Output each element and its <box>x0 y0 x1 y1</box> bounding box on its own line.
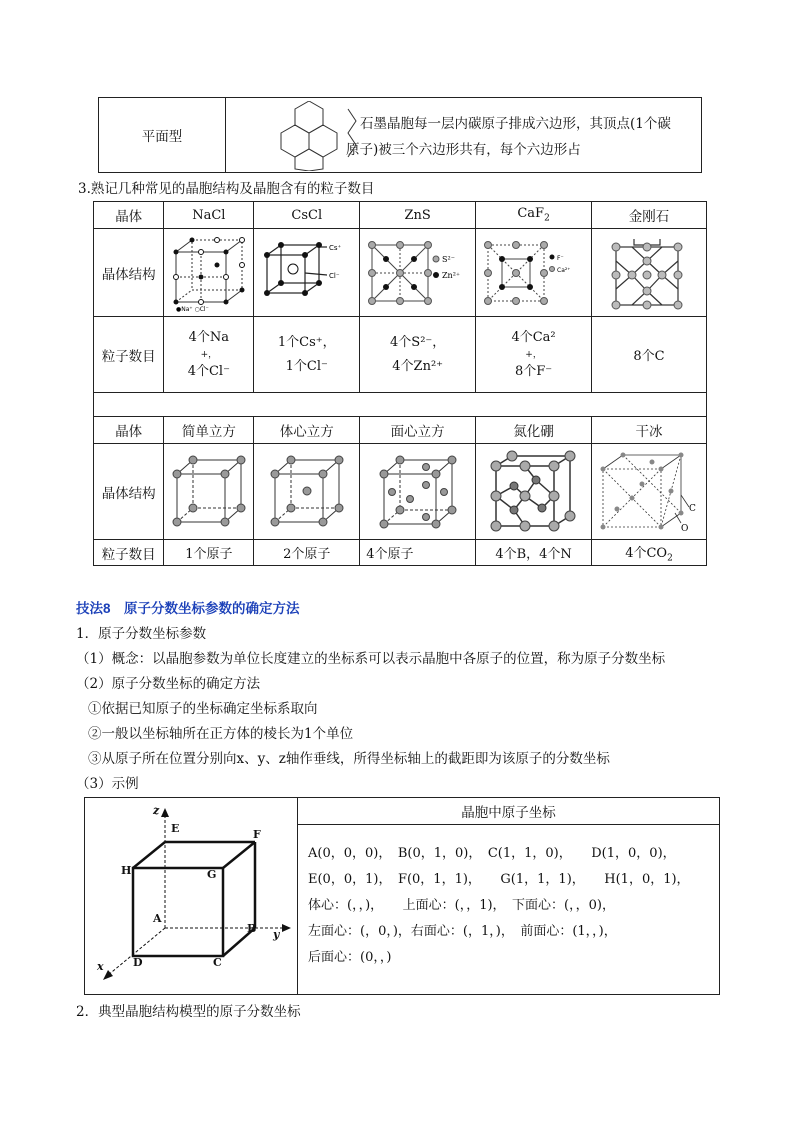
count-cscl: 1个Cs⁺， 1个Cl⁻ <box>254 317 360 393</box>
count-diamond: 8个C <box>592 317 707 393</box>
table2-label-structure: 晶体结构 <box>94 444 164 540</box>
caf2-legend-ca: Ca²⁺ <box>556 266 571 274</box>
caf2-legend-f: F⁻ <box>556 254 564 262</box>
coord-line-4: 左面心：(，0，)，右面心：(，1，)， 前面心：(1，，)， <box>308 924 617 939</box>
header-cscl: CsCl <box>254 202 360 229</box>
section3-title: 3.熟记几种常见的晶胞结构及晶胞含有的粒子数目 <box>78 181 375 197</box>
point-e: E <box>171 822 180 835</box>
axis-y: y <box>273 928 280 941</box>
point-d: D <box>133 956 143 969</box>
example-coords <box>298 825 720 995</box>
point-h: H <box>121 864 132 877</box>
simple-cubic-diagram <box>169 452 249 532</box>
header-bn: 氮化硼 <box>476 417 592 444</box>
header-fcc: 面心立方 <box>360 417 476 444</box>
header-simple-cubic: 简单立方 <box>164 417 254 444</box>
zns-legend-zn: Zn²⁺ <box>441 270 460 280</box>
dry-ice-label-c: C <box>689 503 696 514</box>
dry-ice-diagram <box>595 449 703 535</box>
coord-line-3: 体心：(，，)， 上面心：(，，1)， 下面心：(，，0)， <box>308 898 615 913</box>
skill8-line-7: （3）示例 <box>76 776 139 792</box>
point-g: G <box>207 868 217 881</box>
table1-label-crystal: 晶体 <box>94 202 164 229</box>
point-f: F <box>253 828 261 841</box>
coord-line-2: E(0，0，1)， F(0，1，1)， G(1，1，1)， H(1，0，1)， <box>308 872 690 887</box>
header-bcc: 体心立方 <box>254 417 360 444</box>
footer-line: 2．典型晶胞结构模型的原子分数坐标 <box>76 1004 301 1020</box>
count-fcc: 4个原子 <box>360 540 476 566</box>
table2-label-count: 粒子数目 <box>94 540 164 566</box>
skill8-body <box>76 622 776 802</box>
graphite-table <box>98 97 702 173</box>
graphite-desc-2: 原子)被三个六边形共有，每个六边形占 <box>346 142 581 158</box>
header-nacl: NaCl <box>164 202 254 229</box>
count-bcc: 2个原子 <box>254 540 360 566</box>
header-diamond: 金刚石 <box>592 202 707 229</box>
graphite-hexagon-diagram <box>250 101 360 171</box>
axis-z: z <box>153 804 160 817</box>
nacl-legend: ●Na⁺ ○Cl⁻ <box>175 305 209 312</box>
cscl-structure-diagram <box>259 237 355 309</box>
bn-diagram <box>486 450 582 534</box>
example-header: 晶胞中原子坐标 <box>298 798 720 825</box>
count-nacl: 4个Na +， 4个Cl⁻ <box>164 317 254 393</box>
point-c: C <box>213 956 222 969</box>
table1-label-count: 粒子数目 <box>94 317 164 393</box>
diamond-structure-diagram <box>604 235 694 311</box>
caf2-structure-diagram <box>480 237 588 309</box>
skill8-line-1: 1．原子分数坐标参数 <box>76 626 207 642</box>
coord-line-5: 后面心：(0，，) <box>308 950 392 965</box>
header-caf2: CaF$_2$ <box>476 202 592 229</box>
count-bn: 4个B，4个N <box>476 540 592 566</box>
point-b: B <box>247 922 257 935</box>
graphite-desc-1: 石墨晶胞每一层内碳原子排成六边形，其顶点(1个碳 <box>360 116 671 132</box>
coord-line-1: A(0，0，0)， B(0，1，0)， C(1，1，0)， D(1，0，0)， <box>308 846 676 861</box>
axis-x: x <box>97 960 104 973</box>
fcc-diagram <box>376 452 460 532</box>
skill8-line-2: （1）概念：以晶胞参数为单位长度建立的坐标系可以表示晶胞中各原子的位置，称为原子分数坐标 <box>76 651 666 667</box>
skill8-line-5: ②一般以坐标轴所在正方体的棱长为1个单位 <box>88 726 354 742</box>
table1-label-structure: 晶体结构 <box>94 229 164 317</box>
skill8-line-3: （2）原子分数坐标的确定方法 <box>76 676 261 692</box>
nacl-structure-diagram <box>168 234 250 312</box>
bcc-diagram <box>267 452 347 532</box>
count-simple-cubic: 1个原子 <box>164 540 254 566</box>
skill8-line-4: ①依据已知原子的坐标确定坐标系取向 <box>88 701 318 717</box>
count-dry-ice: 4个$CO_2$ <box>592 540 707 566</box>
point-a: A <box>153 912 162 925</box>
graphite-label: 平面型 <box>99 98 226 173</box>
cscl-legend-cl: Cl⁻ <box>328 271 340 280</box>
cscl-legend-cs: Cs⁺ <box>328 243 341 252</box>
dry-ice-label-o: O <box>681 523 689 534</box>
header-zns: ZnS <box>360 202 476 229</box>
crystal-table <box>93 201 707 566</box>
skill8-title: 技法8 原子分数坐标参数的确定方法 <box>76 601 300 616</box>
header-dry-ice: 干冰 <box>592 417 707 444</box>
zns-structure-diagram <box>364 237 472 309</box>
count-zns: 4个S²⁻， 4个Zn²⁺ <box>360 317 476 393</box>
count-caf2: 4个Ca² +， 8个F⁻ <box>476 317 592 393</box>
coordinate-cube-diagram <box>85 798 297 994</box>
skill8-line-6: ③从原子所在位置分别向x、y、z轴作垂线，所得坐标轴上的截距即为该原子的分数坐标 <box>88 751 610 767</box>
example-table <box>84 797 720 995</box>
zns-legend-s: S²⁻ <box>441 254 455 264</box>
table2-label-crystal: 晶体 <box>94 417 164 444</box>
